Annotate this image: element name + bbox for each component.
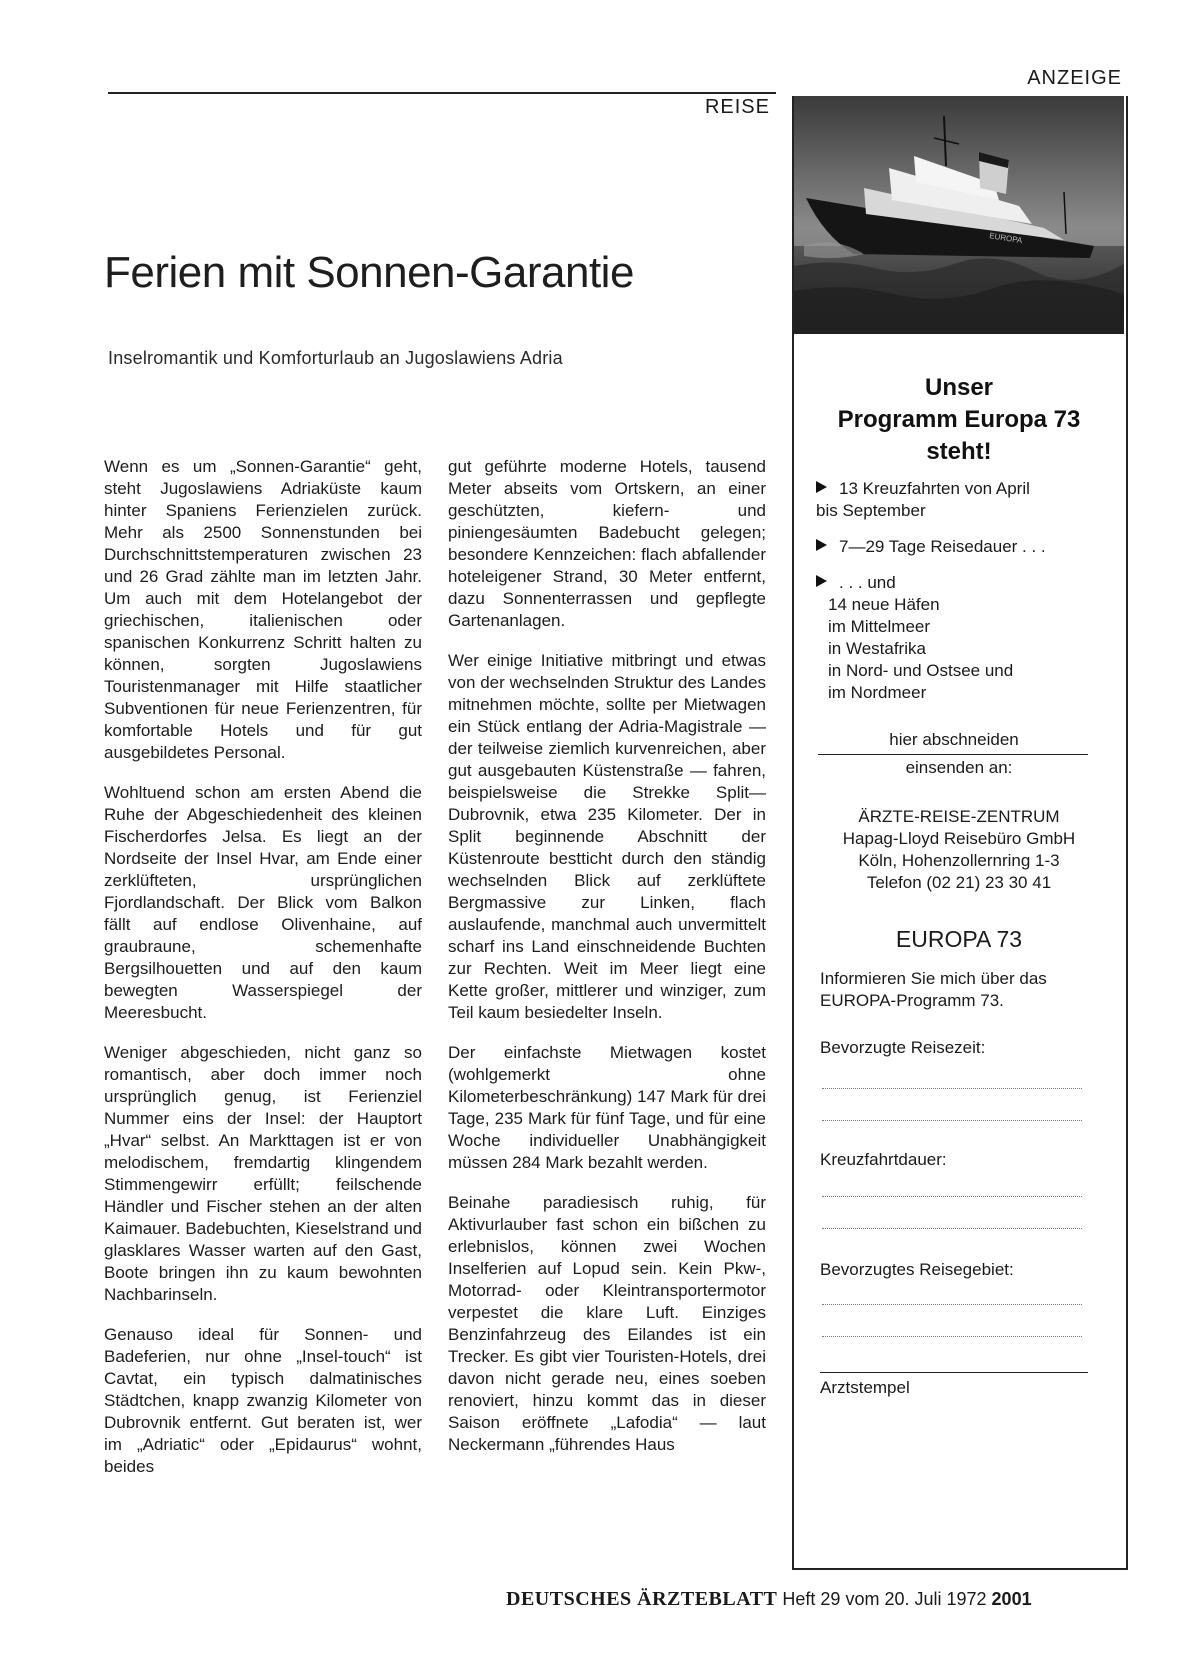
list-item-text: 14 neue Häfen <box>828 595 940 614</box>
paragraph: Weniger abgeschieden, nicht ganz so romantisch, aber doch immer noch ursprünglich genug, ist Ferienziel Nummer eins der Insel: der Hauptort „Hvar“ selbst. An Markttagen ist er von melodischem, fremdartig klingendem Stimmengewirr erfüllt; feilschende Händler und Fischer stehen an der alten Kaimauer. Badebuchten, Kieselstrand und glasklares Wasser warten auf den Gast, Boote bringen ihn zu kaum bewohnten Nachbarinseln. <box>104 1043 422 1304</box>
ad-title <box>794 372 1124 468</box>
cut-line <box>818 754 1088 755</box>
ship-photo <box>794 96 1124 334</box>
ad-title-line: steht! <box>926 438 992 465</box>
article-column-1 <box>104 456 422 1496</box>
list-item <box>816 536 1116 558</box>
triangle-bullet-icon <box>816 539 827 551</box>
region-field[interactable] <box>822 1304 1082 1305</box>
cruise-duration-field[interactable] <box>822 1228 1082 1229</box>
paragraph: Wer einige Initiative mitbringt und etwas von der wechselnden Struktur des Landes mitnehmen möchte, sollte per Mietwagen ein Stück entlang der Adria-Magistrale — der teilweise ziemlich kurvenreichen, aber gut ausgebauten Küstenstraße — fahren, beispielsweise die Strekke Split—Dubrovnik, etwa 235 Kilometer. Der in Split beginnende Abschnitt der Küstenroute bestticht durch den ständig wechselnden Blick auf zerklüftete Bergmassive zur Linken, flach auslaufende, manchmal auch unvermittelt scharf ins Land einschneidende Buchten zur Rechten. Weit im Meer liegt eine Kette großer, mittlerer und winziger, zum Teil kaum besiedelter Inseln. <box>448 651 766 1022</box>
triangle-bullet-icon <box>816 575 827 587</box>
triangle-bullet-icon <box>816 481 827 493</box>
paragraph: Wenn es um „Sonnen-Garantie“ geht, steht Jugoslawiens Adriaküste kaum hinter Spaniens Ferienzielen zurück. Mehr als 2500 Sonnenstunden bei Durchschnittstemperaturen zwischen 23 und 26 Grad zählte man im letzten Jahr. Um auch mit dem Hotelangebot der griechischen, italienischen oder spanischen Konkurrenz Schritt halten zu können, sorgten Jugoslawiens Touristenmanager mit Hilfe staatlicher Subventionen für neue Ferienzentren, für komfortable Hotels und für gut ausgebildetes Personal. <box>104 457 422 762</box>
travel-time-field[interactable] <box>822 1088 1082 1089</box>
list-item-text: 7—29 Tage Reisedauer . . . <box>839 537 1046 556</box>
field-label-cruise-duration: Kreuzfahrtdauer: <box>820 1150 947 1169</box>
list-item <box>816 572 1116 704</box>
coupon-info: Informieren Sie mich über das EUROPA-Programm 73. <box>820 969 1047 1010</box>
article-title: Ferien mit Sonnen-Garantie <box>104 248 634 297</box>
coupon-title: EUROPA 73 <box>895 926 1023 952</box>
page-number: 2001 <box>991 1589 1032 1609</box>
address-line: Hapag-Lloyd Reisebüro GmbH <box>842 829 1076 848</box>
list-item-text: 13 Kreuzfahrten von April <box>839 479 1030 498</box>
ad-label: ANZEIGE <box>1027 67 1122 89</box>
article-subtitle: Inselromantik und Komforturlaub an Jugoslawiens Adria <box>108 348 563 368</box>
list-item-text: in Westafrika <box>828 639 926 658</box>
address-line: Telefon (02 21) 23 30 41 <box>866 873 1052 892</box>
field-label-region: Bevorzugtes Reisegebiet: <box>820 1260 1014 1279</box>
list-item <box>816 478 1116 522</box>
list-item-text: . . . und <box>839 573 896 592</box>
address-block <box>794 806 1124 894</box>
ocean-liner-image <box>794 96 1124 334</box>
doctor-stamp-label: Arztstempel <box>820 1378 910 1397</box>
issue-info: Heft 29 vom 20. Juli 1972 <box>782 1589 987 1609</box>
paragraph: Beinahe paradiesisch ruhig, für Aktivurlauber fast schon ein bißchen zu erlebnislos, können zwei Wochen Inselferien auf Lopud sein. Kein Pkw-, Motorrad- oder Kleintransportermotor verpestet die klare Luft. Einziges Benzinfahrzeug des Eilandes ist ein Trecker. Es gibt vier Touristen-Hotels, drei davon nicht gerade neu, eines soeben renoviert, hinzu kommt das in dieser Saison eröffnete „Lafodia“ — laut Neckermann „führendes Haus <box>448 1193 766 1454</box>
article-column-2 <box>448 456 766 1474</box>
ad-title-line: Programm Europa 73 <box>837 406 1081 433</box>
list-item-text: bis September <box>816 501 926 520</box>
paragraph: Genauso ideal für Sonnen- und Badeferien, nur ohne „Insel-touch“ ist Cavtat, ein typisch dalmatinisches Städtchen, knapp zwanzig Kilometer von Dubrovnik entfernt. Gut beraten ist, wer im „Adriatic“ oder „Epidaurus“ wohnt, beides <box>104 1325 422 1476</box>
section-label: REISE <box>704 96 770 118</box>
field-label-travel-time: Bevorzugte Reisezeit: <box>820 1038 986 1057</box>
stamp-rule <box>820 1372 1088 1373</box>
list-item-text: in Nord- und Ostsee und <box>828 661 1014 680</box>
address-line: Köln, Hohenzollernring 1-3 <box>858 851 1060 870</box>
travel-time-field[interactable] <box>822 1120 1082 1121</box>
list-item-text: im Nordmeer <box>828 683 927 702</box>
paragraph: Wohltuend schon am ersten Abend die Ruhe der Abgeschiedenheit des kleinen Fischerdorfes Jelsa. Es liegt an der Nordseite der Insel Hvar, am Ende einer zerklüfteten, ursprünglichen Fjordlandschaft. Der Blick vom Balkon fällt auf endlose Olivenhaine, auf graubraune, schemenhafte Bergsilhouetten und auf den kaum bewegten Wasserspiegel der Meeresbucht. <box>104 783 422 1022</box>
ad-feature-list <box>816 478 1116 718</box>
cruise-duration-field[interactable] <box>822 1196 1082 1197</box>
paragraph: Der einfachste Mietwagen kostet (wohlgemerkt ohne Kilometerbeschränkung) 147 Mark für drei Tage, 235 Mark für fünf Tage, und für eine Woche individueller Unabhängigkeit müssen 284 Mark bezahlt werden. <box>448 1043 766 1172</box>
ad-title-line: Unser <box>924 374 994 401</box>
top-rule <box>108 92 776 94</box>
ship-name-label: EUROPA <box>988 231 1023 246</box>
list-item-text: im Mittelmeer <box>828 617 931 636</box>
region-field[interactable] <box>822 1336 1082 1337</box>
cut-here-label: hier abschneiden <box>889 730 1019 749</box>
paragraph: gut geführte moderne Hotels, tausend Meter abseits vom Ortskern, an einer geschützten, kiefern- und piniengesäumten Badebucht gelegen; besondere Kennzeichen: flach abfallender hoteleigener Strand, 30 Meter entfernt, dazu Sonnenterrassen und gepflegte Gartenanlagen. <box>448 457 766 630</box>
publication-name: DEUTSCHES ÄRZTEBLATT <box>506 1588 778 1610</box>
address-line: ÄRZTE-REISE-ZENTRUM <box>858 807 1060 826</box>
page-footer <box>506 1588 1032 1611</box>
send-to-label: einsenden an: <box>905 758 1013 777</box>
